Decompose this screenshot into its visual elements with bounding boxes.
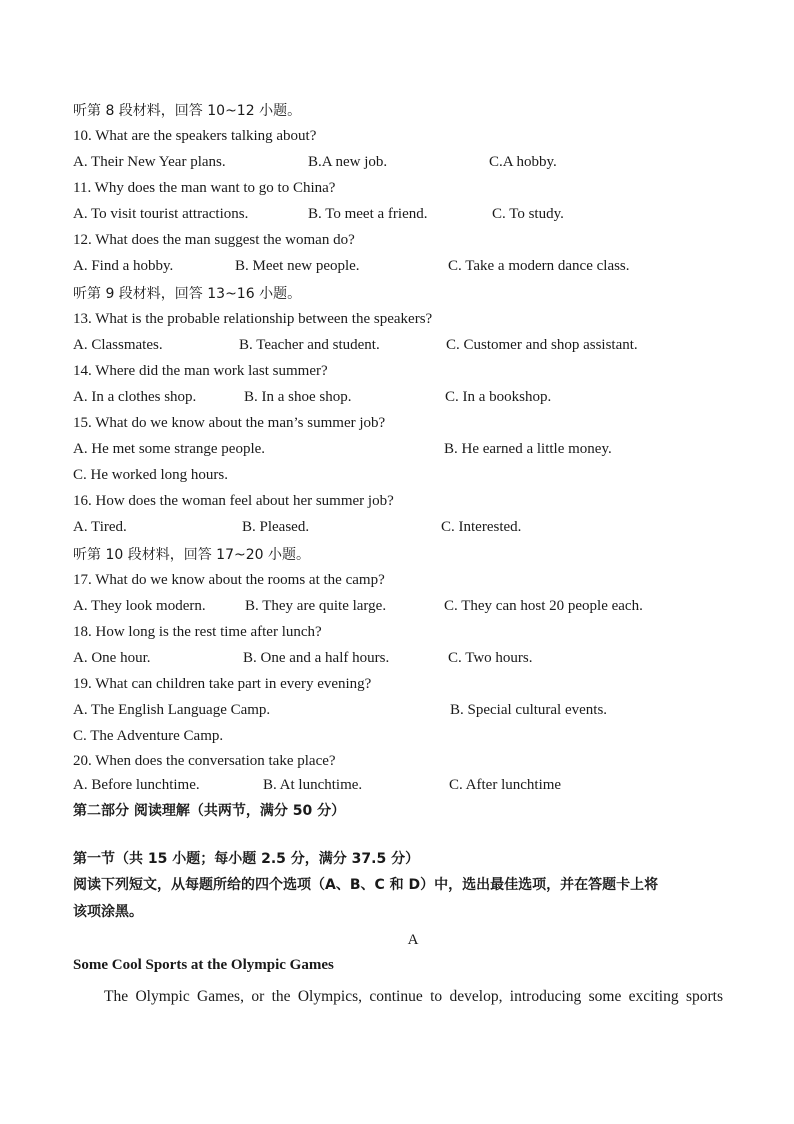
option: A. In a clothes shop. bbox=[73, 389, 197, 405]
option: B. At lunchtime. bbox=[263, 777, 363, 793]
question-15: 15. What do we know about the man’s summer job? bbox=[73, 415, 386, 431]
question-12-options bbox=[73, 256, 733, 276]
option: C. Customer and shop assistant. bbox=[446, 337, 638, 353]
question-11-options bbox=[73, 204, 733, 224]
option: B.A new job. bbox=[308, 154, 388, 170]
option: A. One hour. bbox=[73, 650, 151, 666]
option: B. Teacher and student. bbox=[239, 337, 380, 353]
option: B. Special cultural events. bbox=[450, 702, 608, 718]
passage-title: Some Cool Sports at the Olympic Games bbox=[73, 957, 334, 973]
option: A. To visit tourist attractions. bbox=[73, 206, 249, 222]
option: C. Two hours. bbox=[448, 650, 533, 666]
option: C. Take a modern dance class. bbox=[448, 258, 630, 274]
question-14-options bbox=[73, 387, 733, 407]
instruction-line-2: 该项涂黑。 bbox=[73, 904, 143, 920]
question-16-options bbox=[73, 517, 733, 537]
question-13-options bbox=[73, 335, 733, 355]
option: A. Before lunchtime. bbox=[73, 777, 200, 793]
option: B. To meet a friend. bbox=[308, 206, 428, 222]
option: B. Pleased. bbox=[242, 519, 310, 535]
option: A. Their New Year plans. bbox=[73, 154, 226, 170]
question-19-options-row-2: C. The Adventure Camp. bbox=[73, 728, 224, 744]
instruction-line-1: 阅读下列短文，从每题所给的四个选项（A、B、C 和 D）中，选出最佳选项，并在答题卡上将 bbox=[73, 877, 659, 893]
option: C.A hobby. bbox=[489, 154, 557, 170]
question-15-options-row-2: C. He worked long hours. bbox=[73, 467, 228, 483]
option: A. The English Language Camp. bbox=[73, 702, 271, 718]
question-12: 12. What does the man suggest the woman do? bbox=[73, 232, 355, 248]
question-18-options bbox=[73, 648, 733, 668]
question-16: 16. How does the woman feel about her summer job? bbox=[73, 493, 394, 509]
option: C. Interested. bbox=[441, 519, 522, 535]
section-1-title: 第一节（共 15 小题；每小题 2.5 分，满分 37.5 分） bbox=[73, 851, 420, 867]
passage-paragraph: The Olympic Games, or the Olympics, continue to develop, introducing some exciting sports bbox=[104, 988, 723, 1005]
question-20: 20. When does the conversation take place? bbox=[73, 753, 336, 769]
section-9-heading: 听第 9 段材料，回答 13~16 小题。 bbox=[73, 286, 302, 302]
option: C. To study. bbox=[492, 206, 564, 222]
option: A. Find a hobby. bbox=[73, 258, 174, 274]
question-17-options bbox=[73, 596, 733, 616]
option: B. Meet new people. bbox=[235, 258, 360, 274]
question-17: 17. What do we know about the rooms at the camp? bbox=[73, 572, 385, 588]
section-10-heading: 听第 10 段材料，回答 17~20 小题。 bbox=[73, 547, 310, 563]
option: A. He met some strange people. bbox=[73, 441, 266, 457]
option: B. In a shoe shop. bbox=[244, 389, 352, 405]
question-10: 10. What are the speakers talking about? bbox=[73, 128, 317, 144]
option: B. He earned a little money. bbox=[444, 441, 612, 457]
question-19-options-row-1 bbox=[73, 700, 733, 720]
question-19: 19. What can children take part in every evening? bbox=[73, 676, 372, 692]
option: C. After lunchtime bbox=[449, 777, 562, 793]
question-10-options bbox=[73, 152, 733, 172]
option: C. They can host 20 people each. bbox=[444, 598, 643, 614]
option: B. They are quite large. bbox=[245, 598, 387, 614]
question-13: 13. What is the probable relationship between the speakers? bbox=[73, 311, 433, 327]
question-15-options-row-1 bbox=[73, 439, 733, 459]
option: C. In a bookshop. bbox=[445, 389, 552, 405]
question-20-options bbox=[73, 775, 733, 795]
question-18: 18. How long is the rest time after lunch? bbox=[73, 624, 322, 640]
option: B. One and a half hours. bbox=[243, 650, 390, 666]
question-14: 14. Where did the man work last summer? bbox=[73, 363, 328, 379]
option: A. They look modern. bbox=[73, 598, 206, 614]
part-2-title: 第二部分 阅读理解（共两节，满分 50 分） bbox=[73, 803, 346, 819]
question-11: 11. Why does the man want to go to China? bbox=[73, 180, 336, 196]
option: A. Tired. bbox=[73, 519, 127, 535]
passage-letter: A bbox=[407, 932, 419, 948]
option: A. Classmates. bbox=[73, 337, 163, 353]
section-8-heading: 听第 8 段材料，回答 10~12 小题。 bbox=[73, 103, 302, 119]
